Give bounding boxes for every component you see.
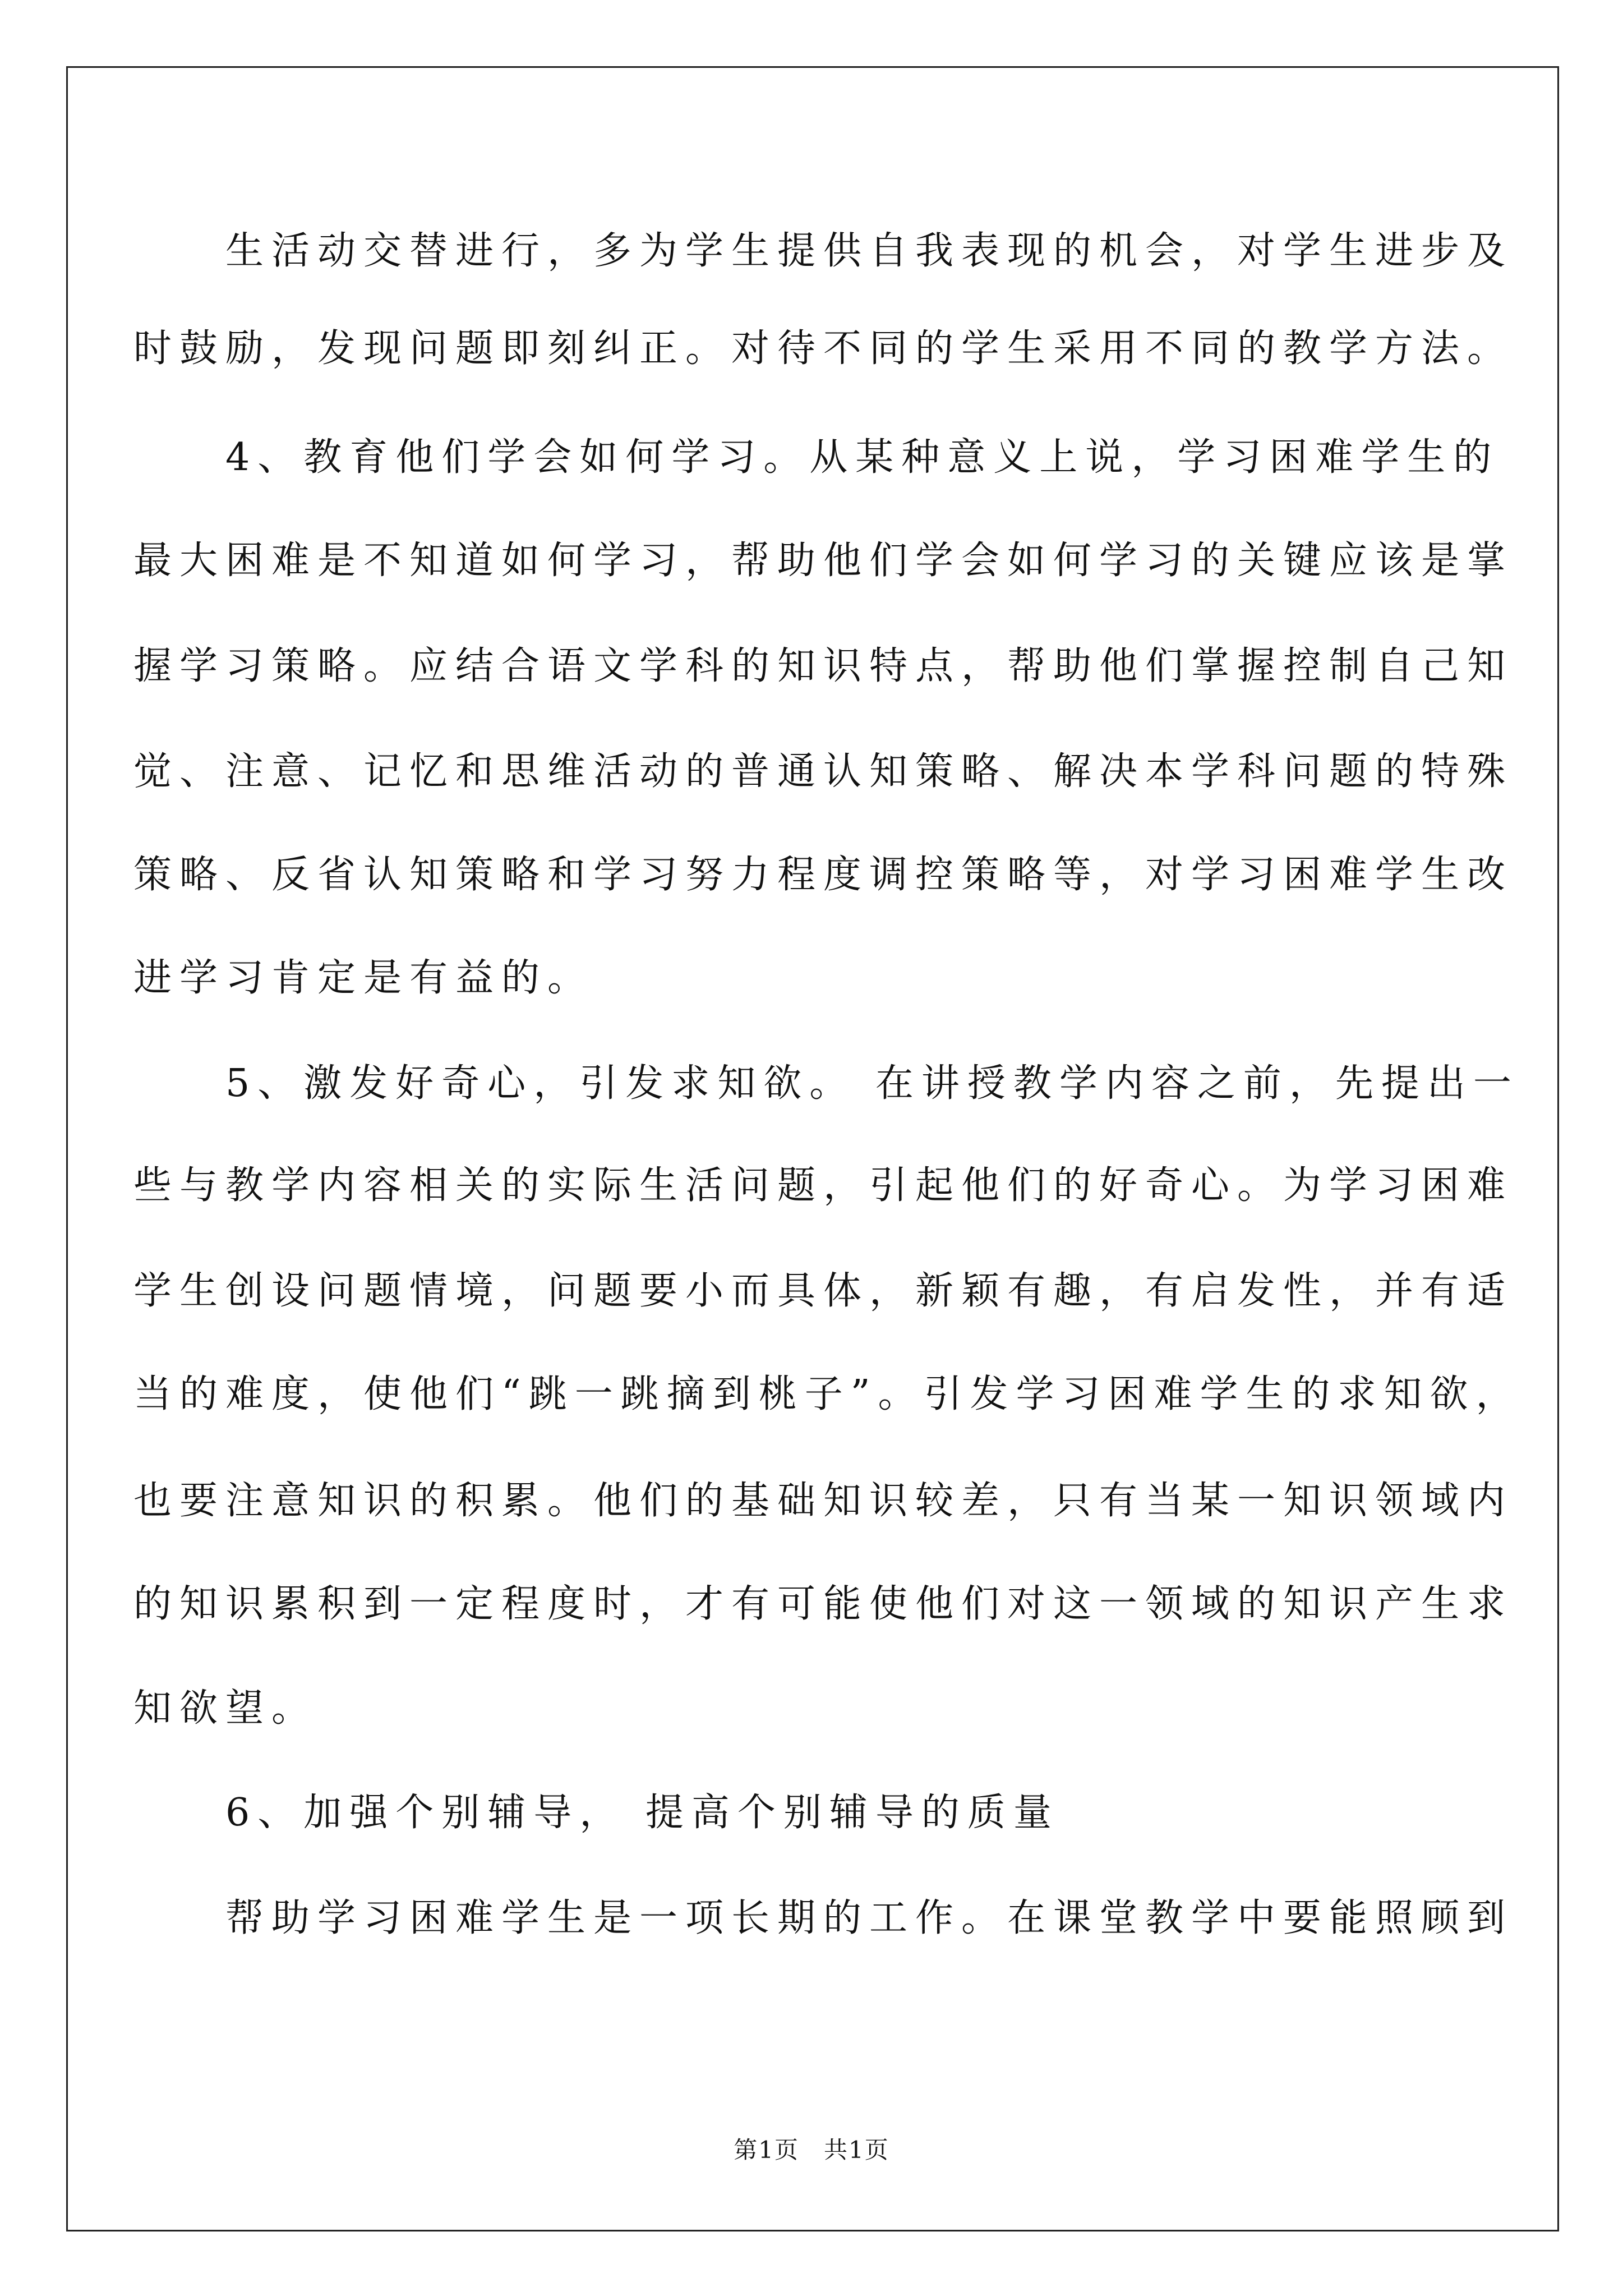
text-line: 策略、反省认知策略和学习努力程度调控策略等，对学习困难学生改 xyxy=(133,853,1514,897)
text-line: 4、教育他们学会如何学习。从某种意义上说，学习困难学生的 xyxy=(133,435,1500,480)
page-number-footer: 第1页 共1页 xyxy=(734,2136,889,2164)
text-line: 进学习肯定是有益的。 xyxy=(133,956,594,1000)
text-line: 的知识累积到一定程度时，才有可能使他们对这一领域的知识产生求 xyxy=(133,1582,1514,1626)
text-line: 觉、注意、记忆和思维活动的普通认知策略、解决本学科问题的特殊 xyxy=(133,749,1514,794)
text-line: 最大困难是不知道如何学习，帮助他们学会如何学习的关键应该是掌 xyxy=(133,539,1514,583)
text-line: 知欲望。 xyxy=(133,1686,318,1731)
text-line: 握学习策略。应结合语文学科的知识特点，帮助他们掌握控制自己知 xyxy=(133,644,1514,688)
text-line: 时鼓励，发现问题即刻纠正。对待不同的学生采用不同的教学方法。 xyxy=(133,326,1514,371)
text-line: 也要注意知识的积累。他们的基础知识较差，只有当某一知识领域内 xyxy=(133,1479,1514,1523)
text-line: 些与教学内容相关的实际生活问题，引起他们的好奇心。为学习困难 xyxy=(133,1163,1514,1208)
text-line: 帮助学习困难学生是一项长期的工作。在课堂教学中要能照顾到 xyxy=(133,1896,1514,1940)
text-line: 当的难度，使他们“跳一跳摘到桃子”。引发学习困难学生的求知欲， xyxy=(133,1372,1522,1416)
text-line: 5、激发好奇心，引发求知欲。 在讲授教学内容之前，先提出一 xyxy=(133,1061,1519,1106)
text-line: 生活动交替进行，多为学生提供自我表现的机会，对学生进步及 xyxy=(133,229,1514,273)
text-line: 6、加强个别辅导， 提高个别辅导的质量 xyxy=(133,1791,1059,1835)
text-line: 学生创设问题情境，问题要小而具体，新颖有趣，有启发性，并有适 xyxy=(133,1269,1514,1313)
